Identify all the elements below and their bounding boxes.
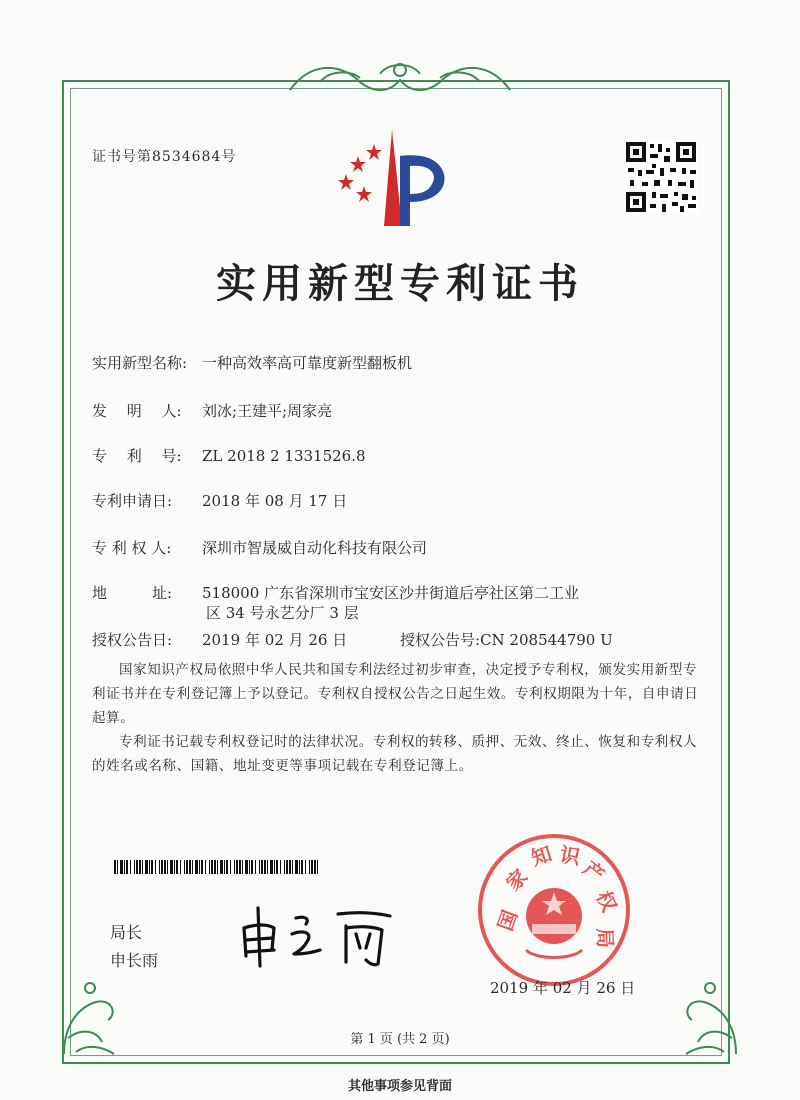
address-row [92, 582, 579, 603]
qr-code-icon [624, 140, 698, 214]
svg-text:知: 知 [528, 841, 555, 871]
svg-text:识: 识 [558, 842, 583, 870]
svg-text:国: 国 [492, 906, 523, 934]
utility-name-label: 实用新型名称: [92, 354, 188, 372]
utility-name-row [92, 352, 412, 373]
svg-text:产: 产 [578, 856, 610, 888]
grant-date-label: 授权公告日: [92, 631, 173, 649]
barcode-icon [114, 860, 320, 874]
patent-number-row [92, 445, 366, 466]
svg-text:权: 权 [591, 887, 622, 916]
certificate-number: 证书号第8534684号 [92, 149, 237, 165]
inventor-row [92, 400, 332, 421]
svg-text:家: 家 [501, 864, 533, 896]
page-number: 第 1 页 (共 2 页) [350, 1032, 450, 1047]
notice-paragraph-1: 国家知识产权局依照中华人民共和国专利法经过初步审查，决定授予专利权，颁发实用新型专利证书并在专利登记簿上予以登记。专利权自授权公告之日起生效。专利权期限为十年，自申请日起算。 [92, 662, 699, 726]
address-line-1: 518000 广东省深圳市宝安区沙井街道后亭社区第二工业 [202, 584, 580, 602]
address-label: 地 址: [92, 584, 173, 602]
patent-number-label: 专 利 号: [92, 447, 182, 465]
official-seal-icon [476, 832, 632, 988]
filing-date-row [92, 490, 347, 511]
filing-date-value: 2018 年 08 月 17 日 [202, 492, 348, 510]
director-title: 局长 [110, 923, 143, 942]
patentee-value: 深圳市智晟威自动化科技有限公司 [202, 539, 428, 557]
patent-number-value: ZL 2018 2 1331526.8 [202, 447, 366, 465]
grant-number-row [400, 629, 613, 650]
inventor-label: 发 明 人: [92, 402, 182, 420]
cnipa-logo-icon [334, 126, 464, 230]
patentee-label: 专 利 权 人: [92, 539, 172, 557]
inventor-value: 刘冰;王建平;周家亮 [202, 402, 333, 420]
grant-number-value: CN 208544790 U [480, 631, 613, 649]
filing-date-label: 专利申请日: [92, 492, 173, 510]
director-name: 申长雨 [110, 951, 159, 970]
notice-paragraph-2: 专利证书记载专利权登记时的法律状况。专利权的转移、质押、无效、终止、恢复和专利权人的姓名或名称、国籍、地址变更等事项记载在专利登记簿上。 [92, 734, 698, 774]
utility-name-value: 一种高效率高可靠度新型翻板机 [202, 354, 413, 372]
grant-date-row [92, 629, 347, 650]
grant-date-value: 2019 年 02 月 26 日 [202, 631, 348, 649]
seal-date: 2019 年 02 月 26 日 [490, 979, 636, 997]
certificate-title: 实用新型专利证书 [216, 260, 584, 307]
notice-text [92, 658, 704, 778]
svg-text:局: 局 [592, 927, 618, 949]
address-line-2: 区 34 号永艺分厂 3 层 [206, 604, 359, 622]
director-signature [234, 900, 404, 970]
grant-number-label: 授权公告号: [400, 631, 481, 649]
bottom-note: 其他事项参见背面 [347, 1079, 452, 1094]
patentee-row [92, 537, 427, 558]
top-ornament-icon [280, 52, 520, 102]
